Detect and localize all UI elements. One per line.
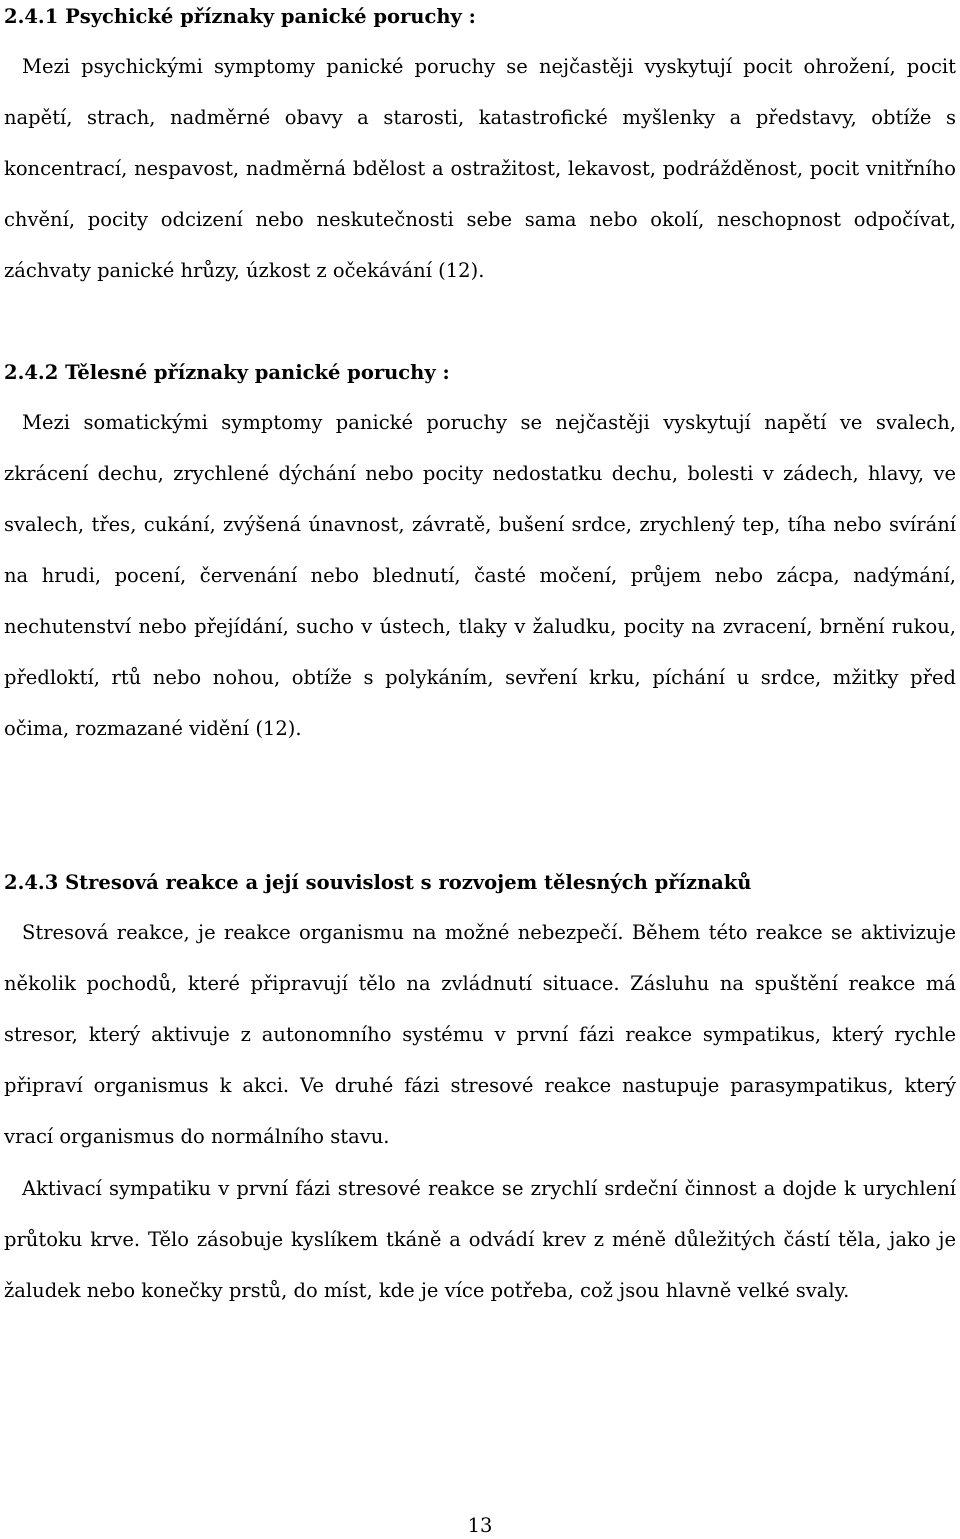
section-heading-stress-reaction: 2.4.3 Stresová reakce a její souvislost s rozvojem tělesných příznaků [4, 871, 752, 894]
paragraph-somatic-symptoms [4, 397, 956, 754]
page-number: 13 [467, 1514, 493, 1537]
paragraph-text: Mezi somatickými symptomy panické poruchy se nejčastěji vyskytují napětí ve svalech, zkrácení dechu, zrychlené dýchání nebo pocity nedostatku dechu, bolesti v zádech, hlavy, ve svalech, třes, cukání, zvýšená únavnost, závratě, bušení srdce, zrychlený tep, tíha nebo svírání na hrudi, pocení, červenání nebo blednutí, časté močení, průjem nebo zácpa, nadýmání, nechutenství nebo přejídání, sucho v ústech, tlaky v žaludku, pocity na zvracení, brnění rukou, předloktí, rtů nebo nohou, obtíže s polykáním, sevření krku, píchání u srdce, mžitky před očima, rozmazané vidění (12). [4, 411, 956, 740]
paragraph-text: Aktivací sympatiku v první fázi stresové reakce se zrychlí srdeční činnost a dojde k urychlení průtoku krve. Tělo zásobuje kyslíkem tkáně a odvádí krev z méně důležitých částí těla, jako je žaludek nebo konečky prstů, do míst, kde je více potřeba, což jsou hlavně velké svaly. [4, 1177, 956, 1302]
section-heading-somatic-symptoms: 2.4.2 Tělesné příznaky panické poruchy : [4, 361, 450, 384]
paragraph-stress-reaction-2 [4, 1163, 956, 1316]
section-heading-psychic-symptoms: 2.4.1 Psychické příznaky panické poruchy : [4, 5, 476, 28]
paragraph-text: Stresová reakce, je reakce organismu na možné nebezpečí. Během této reakce se aktivizuje několik pochodů, které připravují tělo na zvládnutí situace. Zásluhu na spuštění reakce má stresor, který aktivuje z autonomního systému v první fázi reakce sympatikus, který rychle připraví organismus k akci. Ve druhé fázi stresové reakce nastupuje parasympatikus, který vrací organismus do normálního stavu. [4, 921, 956, 1148]
paragraph-text: Mezi psychickými symptomy panické poruchy se nejčastěji vyskytují pocit ohrožení, pocit napětí, strach, nadměrné obavy a starosti, katastrofické myšlenky a představy, obtíže s koncentrací, nespavost, nadměrná bdělost a ostražitost, lekavost, podrážděnost, pocit vnitřního chvění, pocity odcizení nebo neskutečnosti sebe sama nebo okolí, neschopnost odpočívat, záchvaty panické hrůzy, úzkost z očekávání (12). [4, 55, 956, 282]
paragraph-stress-reaction-1 [4, 907, 956, 1162]
paragraph-psychic-symptoms [4, 41, 956, 296]
